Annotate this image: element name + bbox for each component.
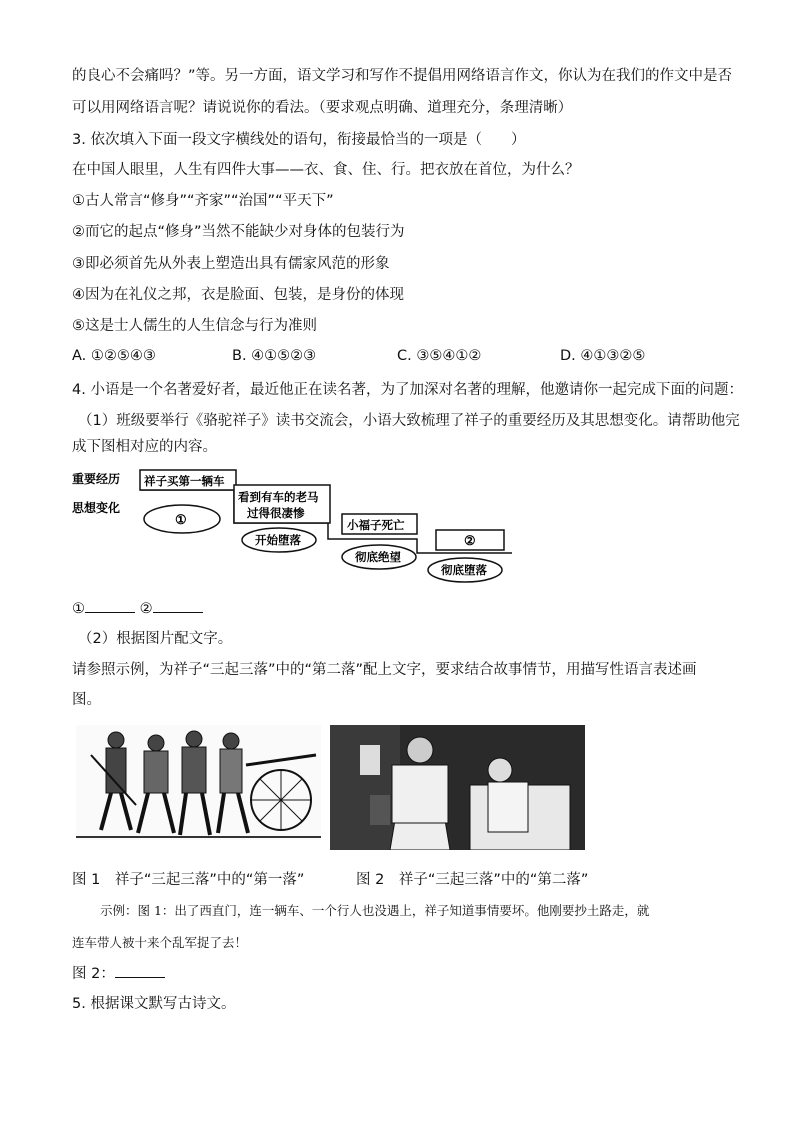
answer-blanks bbox=[72, 598, 203, 619]
blank-2-field[interactable] bbox=[153, 598, 203, 613]
figure-2-illustration bbox=[330, 725, 585, 850]
option-c[interactable]: C. ③⑤④①② bbox=[397, 348, 482, 364]
plot-diagram bbox=[72, 466, 522, 586]
sentence-5: ⑤这是士人儒生的人生信念与行为准则 bbox=[72, 318, 317, 334]
question-4-2: （2）根据图片配文字。 bbox=[78, 631, 233, 647]
sentence-2: ②而它的起点“修身”当然不能缺少对身体的包装行为 bbox=[72, 224, 405, 240]
text-line: 可以用网络语言呢？请说说你的看法。（要求观点明确、道理充分，条理清晰） bbox=[72, 100, 573, 116]
answer-options bbox=[72, 348, 732, 368]
example-text-line1: 示例：图 1：出了西直门，连一辆车、一个行人也没遇上，祥子知道事情要坏。他刚要抄土路走，就 bbox=[100, 903, 650, 918]
text-line: 的良心不会痛吗？”等。另一方面，语文学习和写作不提倡用网络语言作文，你认为在我们的作文中是否 bbox=[72, 68, 733, 84]
box-experience-2-line1: 看到有车的老马 bbox=[238, 490, 319, 504]
question-3-passage: 在中国人眼里，人生有四件大事——衣、食、住、行。把衣放在首位，为什么？ bbox=[72, 162, 580, 178]
shop-scene-drawing bbox=[330, 725, 585, 850]
question-4-1: （1）班级要举行《骆驼祥子》读书交流会，小语大致梳理了祥子的重要经历及其思想变化。请帮助他完 bbox=[78, 413, 740, 429]
box-experience-2-line2: 过得很凄惨 bbox=[247, 506, 305, 520]
blank-oval-1-label: ① bbox=[175, 513, 187, 528]
blank-box-2-label: ② bbox=[464, 534, 476, 549]
soldiers-capture-drawing bbox=[76, 725, 321, 840]
sentence-1: ①古人常言“修身”“齐家”“治国”“平天下” bbox=[72, 193, 334, 209]
oval-start-fall-label: 开始堕落 bbox=[255, 533, 301, 547]
figure-1-caption: 图 1 祥子“三起三落”中的“第一落” bbox=[72, 872, 305, 888]
sentence-3: ③即必须首先从外表上塑造出具有儒家风范的形象 bbox=[72, 256, 390, 272]
sentence-4: ④因为在礼仪之邦，衣是脸面、包装，是身份的体现 bbox=[72, 287, 404, 303]
box-experience-1-label: 祥子买第一辆车 bbox=[144, 474, 225, 488]
question-5: 5. 根据课文默写古诗文。 bbox=[72, 996, 236, 1012]
option-a[interactable]: A. ①②⑤④③ bbox=[72, 348, 156, 364]
oval-total-fall-label: 彻底堕落 bbox=[441, 563, 487, 577]
blank-1-field[interactable] bbox=[85, 598, 135, 613]
figure-2-answer-label: 图 2： bbox=[72, 966, 115, 982]
oval-despair-label: 彻底绝望 bbox=[355, 550, 401, 564]
question-4-1-cont: 成下图相对应的内容。 bbox=[72, 439, 217, 455]
example-text-line2: 连车带人被十来个乱军捉了去！ bbox=[72, 935, 248, 950]
question-4-2-instruction: 请参照示例，为祥子“三起三落”中的“第二落”配上文字，要求结合故事情节，用描写性语言表述画 bbox=[72, 662, 697, 678]
row-label-thought: 思想变化 bbox=[72, 501, 121, 515]
question-3: 3. 依次填入下面一段文字横线处的语句，衔接最恰当的一项是（ ） bbox=[72, 132, 526, 148]
figure-2-caption: 图 2 祥子“三起三落”中的“第二落” bbox=[356, 872, 589, 888]
figure-1-illustration bbox=[76, 725, 321, 840]
question-4-2-instruction-cont: 图。 bbox=[72, 692, 101, 708]
figure-2-answer bbox=[72, 963, 165, 984]
box-experience-3-label: 小福子死亡 bbox=[347, 518, 405, 532]
question-4: 4. 小语是一个名著爱好者，最近他正在读名著，为了加深对名著的理解，他邀请你一起完成下面的问题： bbox=[72, 382, 743, 398]
row-label-experience: 重要经历 bbox=[72, 472, 121, 486]
option-d[interactable]: D. ④①③②⑤ bbox=[560, 348, 646, 364]
figure-2-answer-field[interactable] bbox=[115, 963, 165, 978]
blank-1-label: ① bbox=[72, 601, 85, 617]
blank-2-label: ② bbox=[139, 601, 153, 617]
option-b[interactable]: B. ④①⑤②③ bbox=[232, 348, 317, 364]
